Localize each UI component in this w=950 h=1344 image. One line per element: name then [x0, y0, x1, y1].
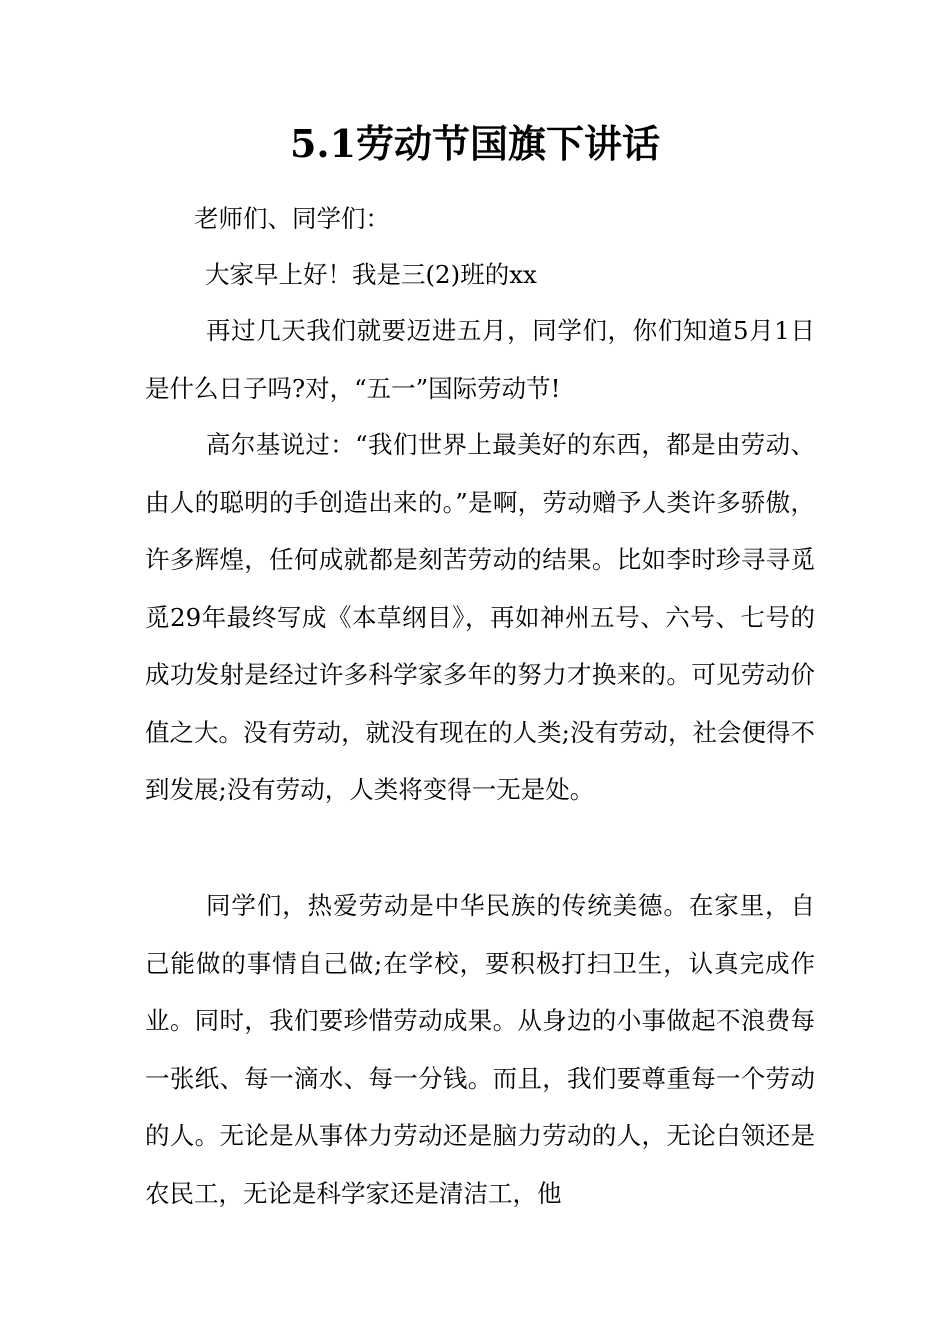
paragraph-may-day: 再过几天我们就要迈进五月，同学们，你们知道5月1日是什么日子吗?对，“五一”国际劳动节!	[145, 316, 815, 403]
greeting-line: 老师们、同学们：	[194, 204, 390, 233]
intro-line: 大家早上好！我是三(2)班的xx	[205, 260, 537, 289]
document-title: 5.1劳动节国旗下讲话	[289, 121, 661, 166]
paragraph-gorky-quote: 高尔基说过：“我们世界上最美好的东西，都是由劳动、由人的聪明的手创造出来的。”是啊，劳动赠予人类许多骄傲，许多辉煌，任何成就都是刻苦劳动的结果。比如李时珍寻寻觅觅29年最终写成《本草纲目》，再如神州五号、六号、七号的成功发射是经过许多科学家多年的努力才换来的。可见劳动价值之大。没有劳动，就没有现在的人类;没有劳动，社会便得不到发展;没有劳动，人类将变得一无是处。	[145, 430, 815, 804]
paragraph-love-labor: 同学们，热爱劳动是中华民族的传统美德。在家里，自己能做的事情自己做;在学校，要积极打扫卫生，认真完成作业。同时，我们要珍惜劳动成果。从身边的小事做起不浪费每一张纸、每一滴水、每一分钱。而且，我们要尊重每一个劳动的人。无论是从事体力劳动还是脑力劳动的人，无论白领还是农民工，无论是科学家还是清洁工，他	[145, 891, 815, 1208]
